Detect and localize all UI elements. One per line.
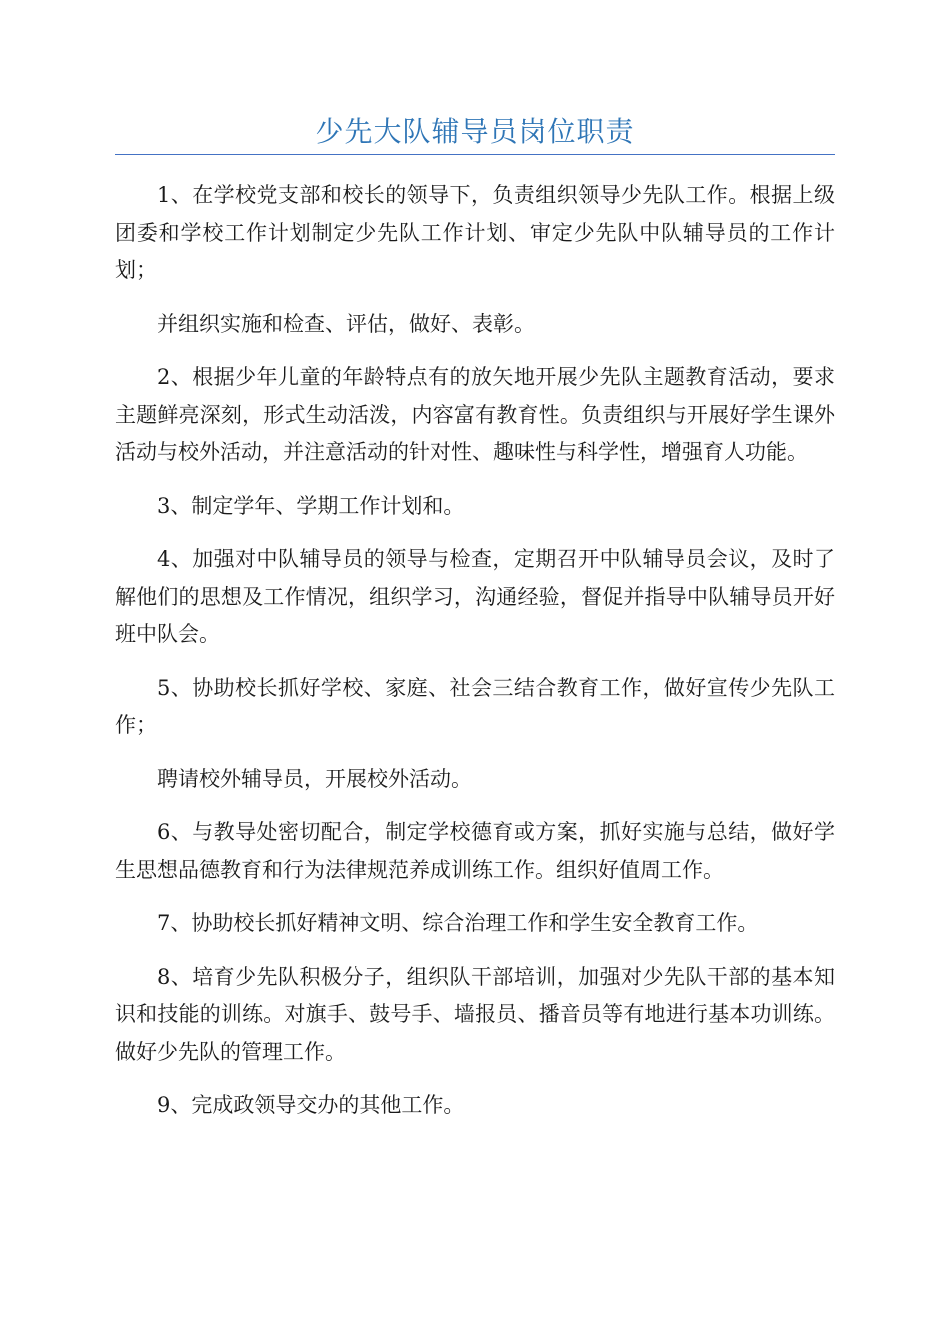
paragraph-5: 4、加强对中队辅导员的领导与检查，定期召开中队辅导员会议，及时了解他们的思想及工作情况，组织学习，沟通经验，督促并指导中队辅导员开好班中队会。 [115,547,835,646]
title-underline [115,154,835,155]
paragraph-9: 7、协助校长抓好精神文明、综合治理工作和学生安全教育工作。 [157,911,759,935]
paragraph-6: 5、协助校长抓好学校、家庭、社会三结合教育工作，做好宣传少先队工作； [115,675,835,737]
paragraph-10: 8、培育少先队积极分子，组织队干部培训，加强对少先队干部的基本知识和技能的训练。对旗手、鼓号手、墙报员、播音员等有地进行基本功训练。做好少先队的管理工作。 [115,964,835,1064]
document-title: 少先大队辅导员岗位职责 [315,115,635,148]
paragraph-8: 6、与教导处密切配合，制定学校德育或方案，抓好实施与总结，做好学生思想品德教育和行为法律规范养成训练工作。组织好值周工作。 [115,820,835,882]
paragraph-11: 9、完成政领导交办的其他工作。 [157,1093,465,1117]
paragraph-2: 并组织实施和检查、评估，做好、表彰。 [157,311,535,336]
paragraph-1: 1、在学校党支部和校长的领导下，负责组织领导少先队工作。根据上级团委和学校工作计划制定少先队工作计划、审定少先队中队辅导员的工作计划； [115,183,835,282]
paragraph-3: 2、根据少年儿童的年龄特点有的放矢地开展少先队主题教育活动，要求主题鲜亮深刻，形式生动活泼，内容富有教育性。负责组织与开展好学生课外活动与校外活动，并注意活动的针对性、趣味性与科学性，增强育人功能。 [115,365,835,464]
paragraph-7: 聘请校外辅导员，开展校外活动。 [157,766,472,791]
paragraph-4: 3、制定学年、学期工作计划和。 [157,493,465,518]
document-body [115,177,835,1141]
